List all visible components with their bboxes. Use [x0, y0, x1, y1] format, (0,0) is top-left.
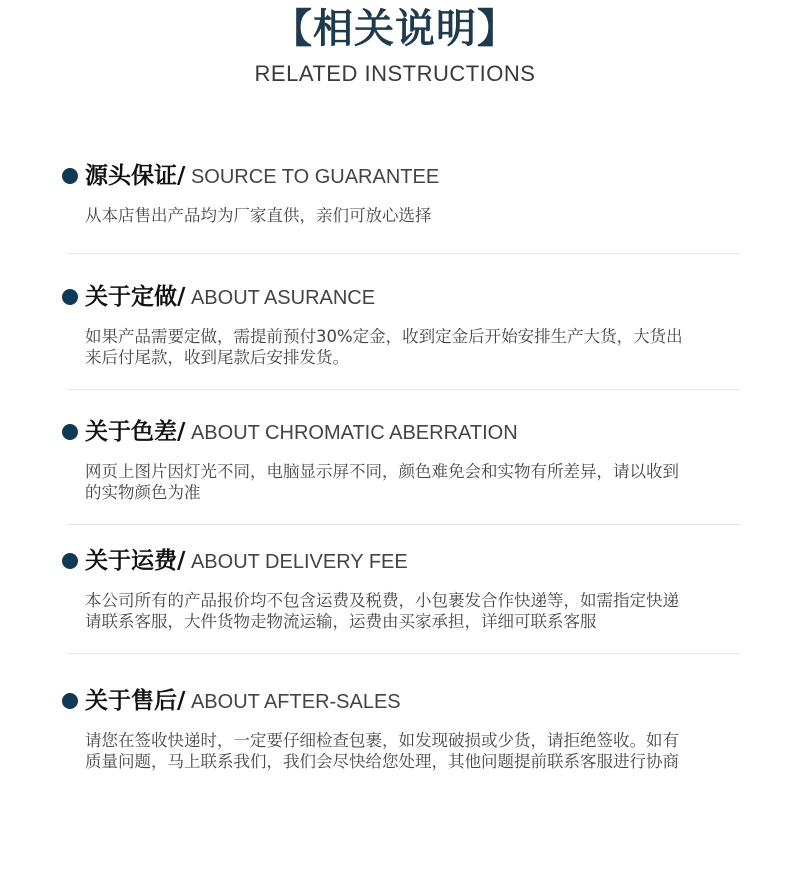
description-line: 的实物颜色为准 [85, 483, 201, 502]
description-line: 请联系客服，大件货物走物流运输，运费由买家承担，详细可联系客服 [85, 612, 597, 631]
bullet-dot-icon [62, 693, 78, 709]
bullet-dot-icon [62, 289, 78, 305]
section-heading-cn: 源头保证/ [85, 163, 186, 189]
section-heading-en: ABOUT ASURANCE [185, 287, 376, 309]
section-heading [85, 282, 375, 314]
page-subtitle: RELATED INSTRUCTIONS [254, 61, 536, 86]
section-description [85, 730, 745, 772]
section-description [85, 205, 745, 226]
description-line: 本公司所有的产品报价均不包含运费及税费，小包裹发合作快递等，如需指定快递 [85, 591, 679, 610]
bullet-dot-icon [62, 424, 78, 440]
section-description [85, 326, 745, 368]
description-line: 网页上图片因灯光不同，电脑显示屏不同，颜色难免会和实物有所差异，请以收到 [85, 462, 679, 481]
section-heading-cn: 关于运费/ [85, 548, 186, 574]
description-line: 请您在签收快递时，一定要仔细检查包裹，如发现破损或少货，请拒绝签收。如有 [85, 731, 679, 750]
section-divider [67, 524, 740, 525]
section-divider [67, 253, 740, 254]
section-heading [85, 686, 401, 718]
section-heading-cn: 关于定做/ [85, 284, 186, 310]
section-heading-en: ABOUT DELIVERY FEE [185, 551, 408, 573]
section-heading-en: ABOUT CHROMATIC ABERRATION [185, 422, 518, 444]
section-heading [85, 546, 408, 578]
description-line: 来后付尾款，收到尾款后安排发货。 [85, 348, 349, 367]
section-heading-en: SOURCE TO GUARANTEE [185, 166, 440, 188]
description-line: 从本店售出产品均为厂家直供，亲们可放心选择 [85, 206, 432, 225]
description-line: 如果产品需要定做，需提前预付30%定金，收到定金后开始安排生产大货，大货出 [85, 327, 683, 346]
section-heading-cn: 关于色差/ [85, 419, 186, 445]
bullet-dot-icon [62, 553, 78, 569]
section-heading [85, 417, 518, 449]
section-heading-cn: 关于售后/ [85, 688, 186, 714]
section-description [85, 590, 745, 632]
bullet-dot-icon [62, 168, 78, 184]
section-heading-en: ABOUT AFTER-SALES [185, 691, 401, 713]
section-description [85, 461, 745, 503]
section-divider [67, 389, 740, 390]
description-line: 质量问题，马上联系我们，我们会尽快给您处理，其他问题提前联系客服进行协商 [85, 752, 679, 771]
section-divider [67, 653, 740, 654]
page-title: 【相关说明】 [272, 5, 518, 52]
section-heading [85, 161, 439, 193]
